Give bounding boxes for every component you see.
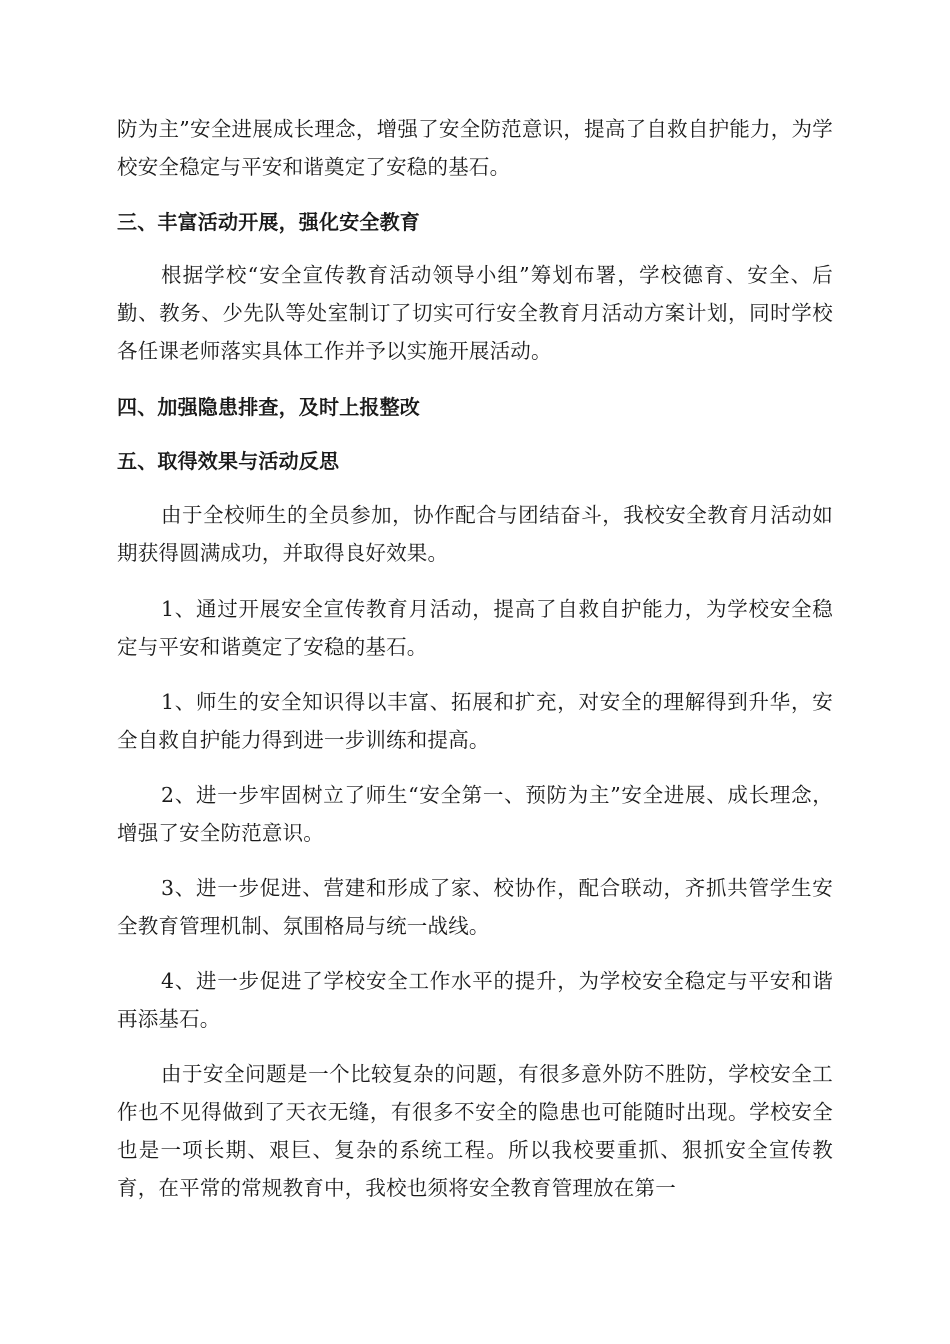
section-heading-4: 四、加强隐患排查，及时上报整改 xyxy=(117,395,420,419)
section-5-paragraph: 由于全校师生的全员参加，协作配合与团结奋斗，我校安全教育月活动如期获得圆满成功，并取得良好效果。 xyxy=(117,503,833,565)
result-item-1b: 1、师生的安全知识得以丰富、拓展和扩充，对安全的理解得到升华，安全自救自护能力得到进一步训练和提高。 xyxy=(117,690,833,752)
continuation-paragraph: 防为主”安全进展成长理念，增强了安全防范意识，提高了自救自护能力，为学校安全稳定与平安和谐奠定了安稳的基石。 xyxy=(117,117,833,179)
section-3-paragraph: 根据学校“安全宣传教育活动领导小组”筹划布署，学校德育、安全、后勤、教务、少先队等处室制订了切实可行安全教育月活动方案计划，同时学校各任课老师落实具体工作并予以实施开展活动。 xyxy=(117,263,833,363)
result-item-4: 4、进一步促进了学校安全工作水平的提升，为学校安全稳定与平安和谐再添基石。 xyxy=(117,969,833,1031)
result-item-3: 3、进一步促进、营建和形成了家、校协作，配合联动，齐抓共管学生安全教育管理机制、氛围格局与统一战线。 xyxy=(117,876,833,938)
section-heading-5: 五、取得效果与活动反思 xyxy=(117,449,340,473)
result-item-2: 2、进一步牢固树立了师生“安全第一、预防为主”安全进展、成长理念，增强了安全防范意识。 xyxy=(117,783,833,845)
reflection-paragraph: 由于安全问题是一个比较复杂的问题，有很多意外防不胜防，学校安全工作也不见得做到了天衣无缝，有很多不安全的隐患也可能随时出现。学校安全也是一项长期、艰巨、复杂的系统工程。所以我校要重抓、狠抓安全宣传教育，在平常的常规教育中，我校也须将安全教育管理放在第一 xyxy=(117,1062,833,1200)
section-heading-3: 三、丰富活动开展，强化安全教育 xyxy=(117,210,420,234)
result-item-1a: 1、通过开展安全宣传教育月活动，提高了自救自护能力，为学校安全稳定与平安和谐奠定了安稳的基石。 xyxy=(117,597,833,659)
